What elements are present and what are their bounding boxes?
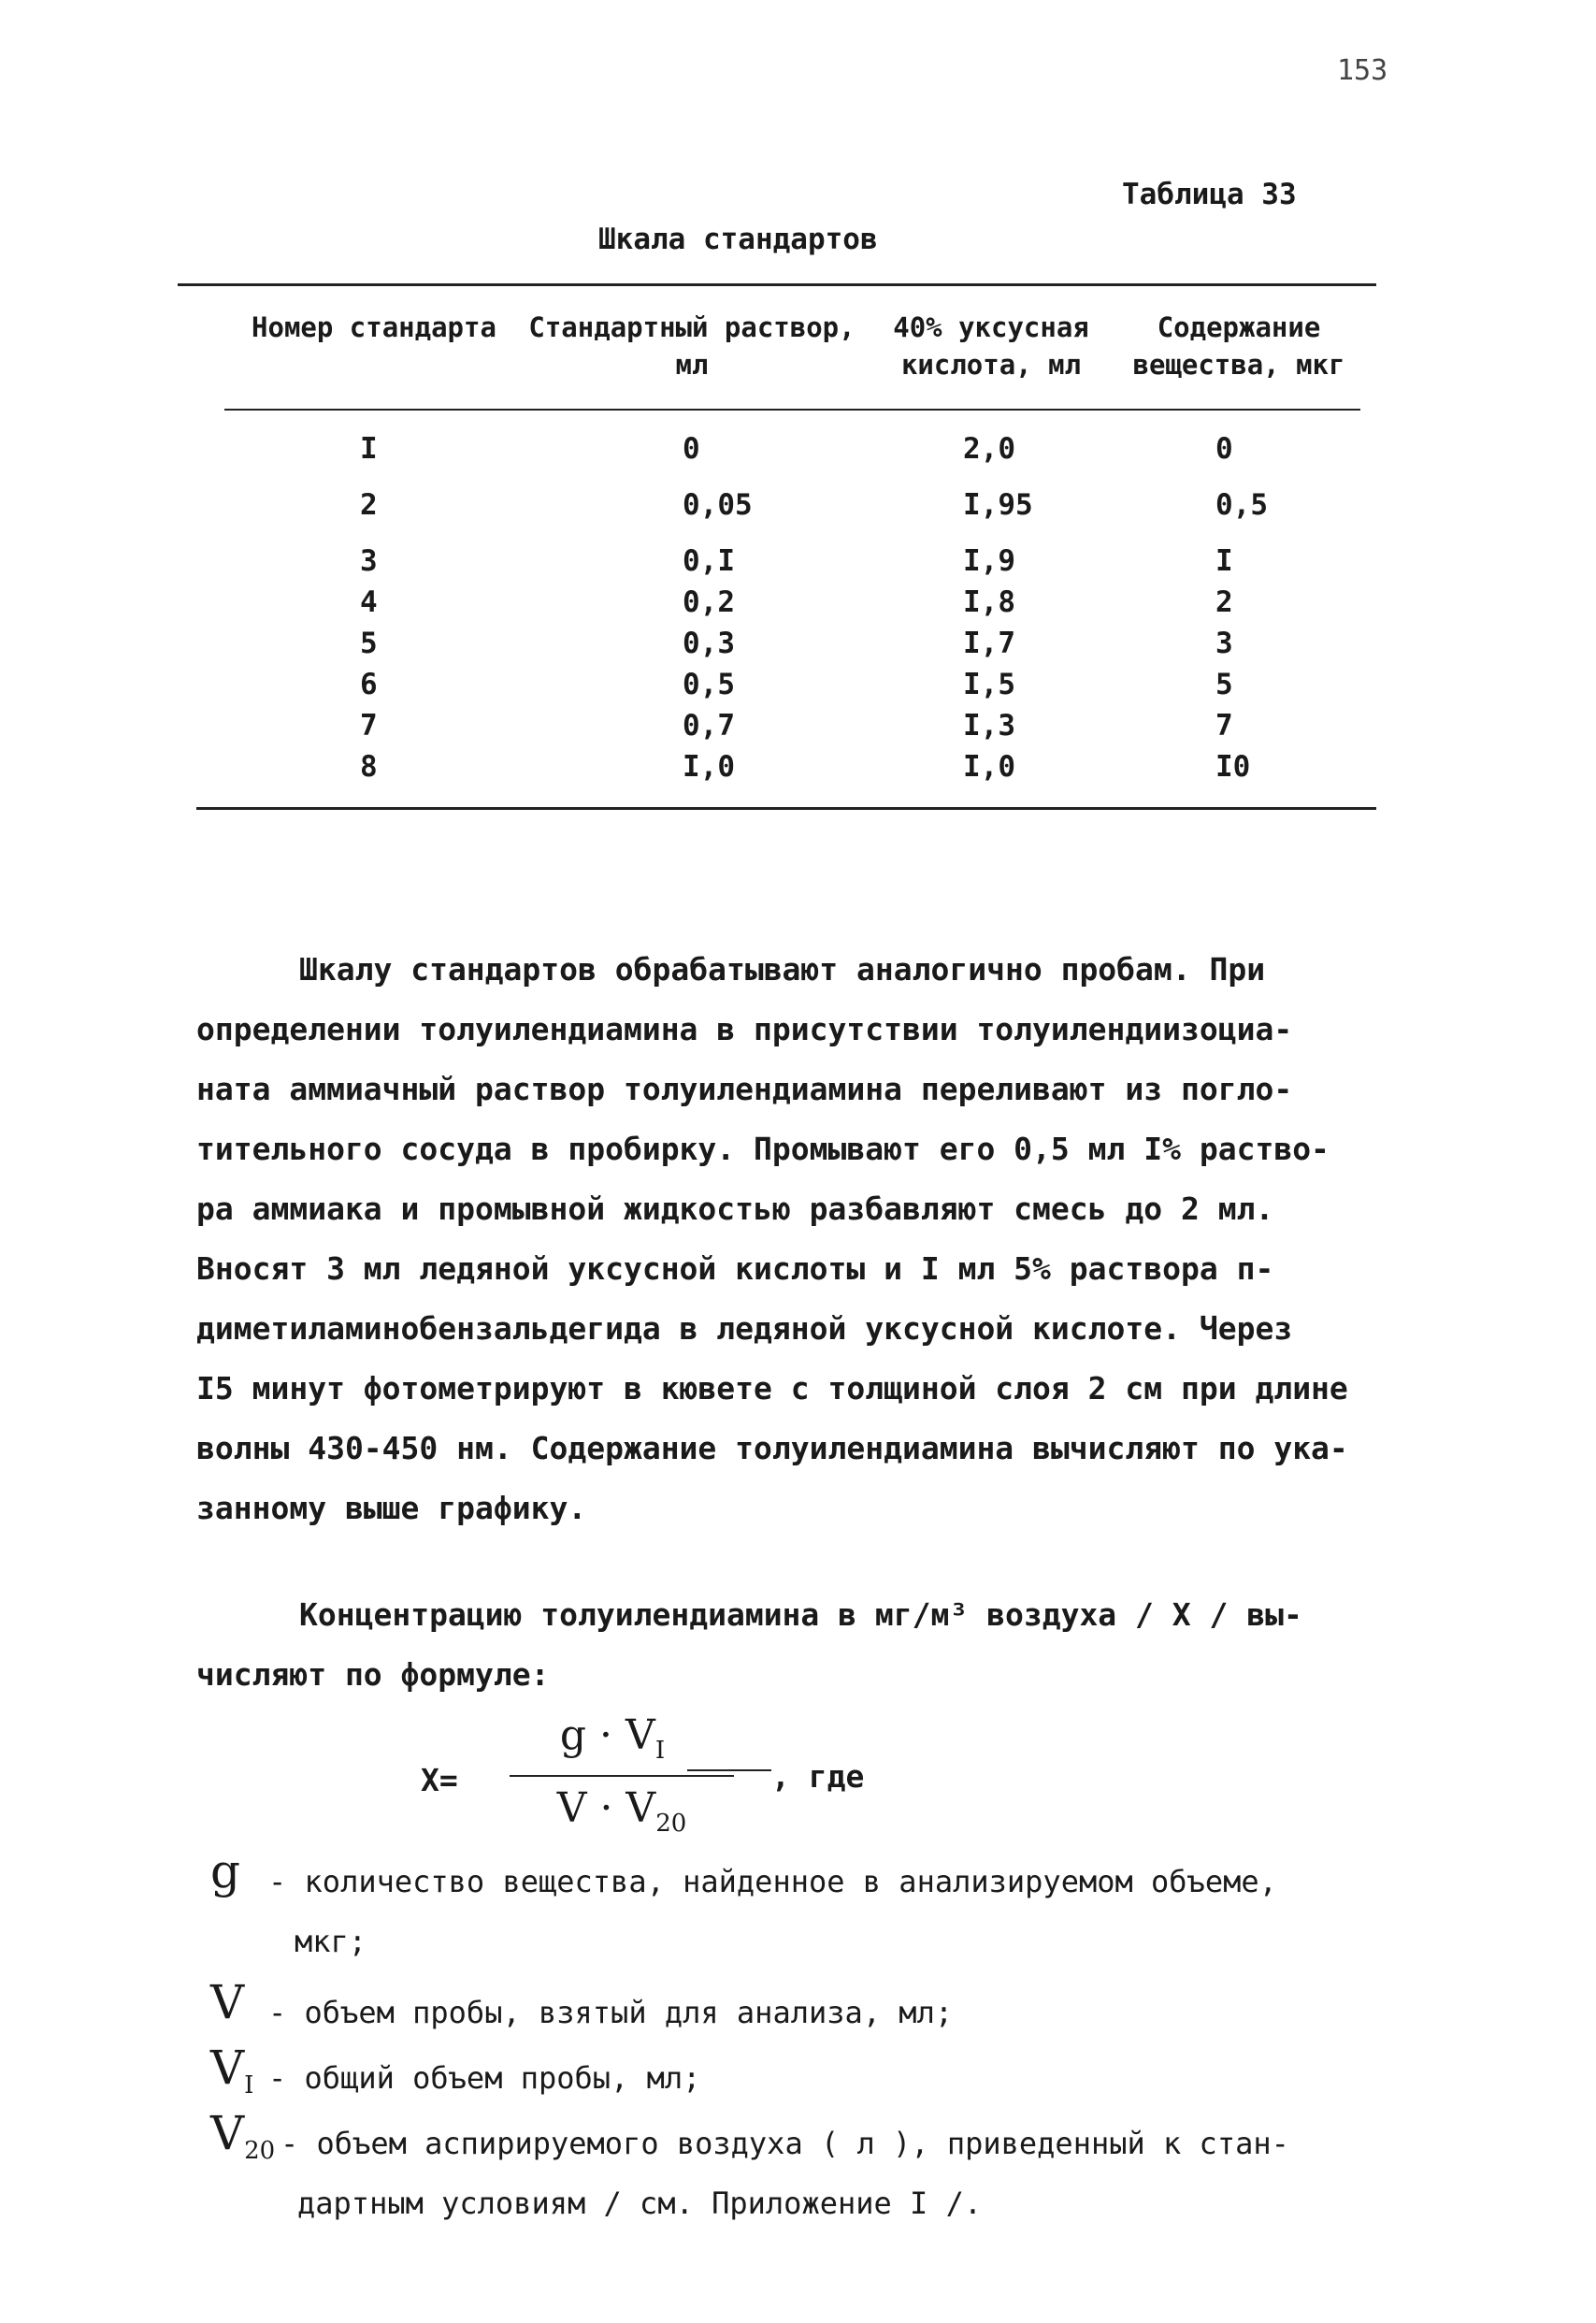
- cell-standard-number: 7: [360, 709, 378, 743]
- cell-standard-number: 3: [360, 544, 378, 578]
- definition-symbol: [210, 1844, 240, 1903]
- cell-substance-content: 2: [1215, 585, 1233, 619]
- definition-text: [280, 2114, 1426, 2233]
- column-header-standard-number: [238, 309, 510, 346]
- definition-line: мкг;: [295, 1924, 367, 1959]
- cell-substance-content: 5: [1215, 668, 1233, 701]
- column-header-line: мл: [675, 349, 709, 381]
- paragraph-line: ра аммиака и промывной жидкостью разбавляют смесь до 2 мл.: [196, 1190, 1274, 1227]
- paragraph-line: I5 минут фотометрируют в кювете с толщиной слоя 2 см при длине: [196, 1370, 1348, 1407]
- cell-substance-content: 0: [1215, 432, 1233, 466]
- formula-numerator: [510, 1711, 715, 1765]
- formula-denominator-text: V · V: [556, 1784, 656, 1832]
- column-header-acetic-acid: [884, 309, 1099, 383]
- cell-standard-solution: 0,05: [683, 488, 753, 522]
- cell-acetic-acid: I,9: [963, 544, 1015, 578]
- cell-standard-number: 8: [360, 750, 378, 784]
- cell-standard-solution: 0: [683, 432, 700, 466]
- paragraph-line: определении толуилендиамина в присутствии толуилендиизоциа-: [196, 1011, 1293, 1047]
- table-header-rule: [224, 409, 1360, 411]
- cell-standard-solution: 0,3: [683, 627, 735, 660]
- formula-denominator: [510, 1784, 734, 1838]
- definition-line: дартным условиям / см. Приложение I /.: [297, 2186, 983, 2221]
- formula-dash: [687, 1769, 771, 1771]
- paragraph-line: диметиламинобензальдегида в ледяной уксусной кислоте. Через: [196, 1310, 1293, 1347]
- paragraph-line: волны 430-450 нм. Содержание толуилендиамина вычисляют по ука-: [196, 1430, 1348, 1466]
- formula-numerator-sub: I: [654, 1737, 666, 1765]
- cell-substance-content: 3: [1215, 627, 1233, 660]
- definition-line: - количество вещества, найденное в анализируемом объеме,: [268, 1864, 1277, 1899]
- definition-text: [268, 1852, 1428, 1971]
- body-paragraph: [196, 1585, 1412, 1705]
- cell-acetic-acid: I,5: [963, 668, 1015, 701]
- column-header-line: Содержание: [1157, 311, 1321, 343]
- cell-standard-solution: 0,5: [683, 668, 735, 701]
- formula-numerator-text: g · V: [559, 1711, 655, 1759]
- definition-symbol-text: V: [210, 1975, 245, 2029]
- cell-standard-number: 6: [360, 668, 378, 701]
- cell-acetic-acid: I,95: [963, 488, 1033, 522]
- table-top-rule: [178, 283, 1376, 286]
- cell-standard-number: 5: [360, 627, 378, 660]
- paragraph-line: Концентрацию толуилендиамина в мг/м³ воздуха / X / вы-: [299, 1596, 1302, 1633]
- column-header-line: вещества, мкг: [1132, 349, 1345, 381]
- cell-acetic-acid: 2,0: [963, 432, 1015, 466]
- paragraph-line: занному выше графику.: [196, 1490, 587, 1526]
- cell-acetic-acid: I,8: [963, 585, 1015, 619]
- cell-standard-solution: I,0: [683, 750, 735, 784]
- definition-text: [268, 1983, 1428, 2042]
- formula-denominator-sub: 20: [655, 1810, 687, 1838]
- definition-symbol: [210, 1975, 244, 2034]
- body-paragraph: [196, 940, 1412, 1538]
- cell-standard-solution: 0,2: [683, 585, 735, 619]
- cell-acetic-acid: I,0: [963, 750, 1015, 784]
- definition-line: - объем пробы, взятый для анализа, мл;: [268, 1995, 954, 2030]
- definition-symbol-sub: 20: [244, 2137, 276, 2165]
- table-bottom-rule: [196, 807, 1376, 810]
- column-header-line: Номер стандарта: [252, 311, 496, 343]
- column-header-line: Стандартный раствор,: [528, 311, 856, 343]
- fraction-bar: [510, 1775, 734, 1777]
- formula-lhs: X=: [421, 1762, 458, 1798]
- column-header-line: кислота, мл: [900, 349, 1082, 381]
- cell-acetic-acid: I,3: [963, 709, 1015, 743]
- column-header-line: 40% уксусная: [893, 311, 1089, 343]
- cell-substance-content: I: [1215, 544, 1233, 578]
- definition-symbol: [210, 2106, 275, 2165]
- cell-standard-solution: 0,I: [683, 544, 735, 578]
- paragraph-line: числяют по формуле:: [196, 1656, 550, 1693]
- column-header-standard-solution: [524, 309, 860, 383]
- cell-standard-number: 2: [360, 488, 378, 522]
- page-number: 153: [1337, 54, 1388, 87]
- cell-standard-solution: 0,7: [683, 709, 735, 743]
- definition-symbol: [210, 2041, 253, 2099]
- definition-line: - общий объем пробы, мл;: [268, 2060, 701, 2096]
- cell-acetic-acid: I,7: [963, 627, 1015, 660]
- cell-substance-content: 7: [1215, 709, 1233, 743]
- definition-symbol-text: g: [210, 1844, 241, 1898]
- column-header-substance-content: [1117, 309, 1360, 383]
- definition-symbol-text: V: [210, 2106, 245, 2160]
- definition-line: - объем аспирируемого воздуха ( л ), приведенный к стан-: [280, 2126, 1289, 2161]
- table-label: Таблица 33: [1122, 178, 1297, 211]
- paragraph-line: Вносят 3 мл ледяной уксусной кислоты и I мл 5% раствора п-: [196, 1250, 1274, 1287]
- cell-substance-content: 0,5: [1215, 488, 1268, 522]
- paragraph-line: ната аммиачный раствор толуилендиамина переливают из погло-: [196, 1071, 1293, 1107]
- table-title: Шкала стандартов: [598, 223, 878, 256]
- definition-text: [268, 2048, 1428, 2108]
- paragraph-line: Шкалу стандартов обрабатывают аналогично пробам. При: [299, 951, 1266, 988]
- definition-symbol-text: V: [210, 2041, 245, 2095]
- formula: [421, 1711, 982, 1842]
- cell-substance-content: I0: [1215, 750, 1251, 784]
- paragraph-line: тительного сосуда в пробирку. Промывают его 0,5 мл I% раство-: [196, 1131, 1330, 1167]
- cell-standard-number: 4: [360, 585, 378, 619]
- definition-symbol-sub: I: [244, 2071, 254, 2099]
- cell-standard-number: I: [360, 432, 378, 466]
- formula-suffix: , где: [771, 1758, 865, 1795]
